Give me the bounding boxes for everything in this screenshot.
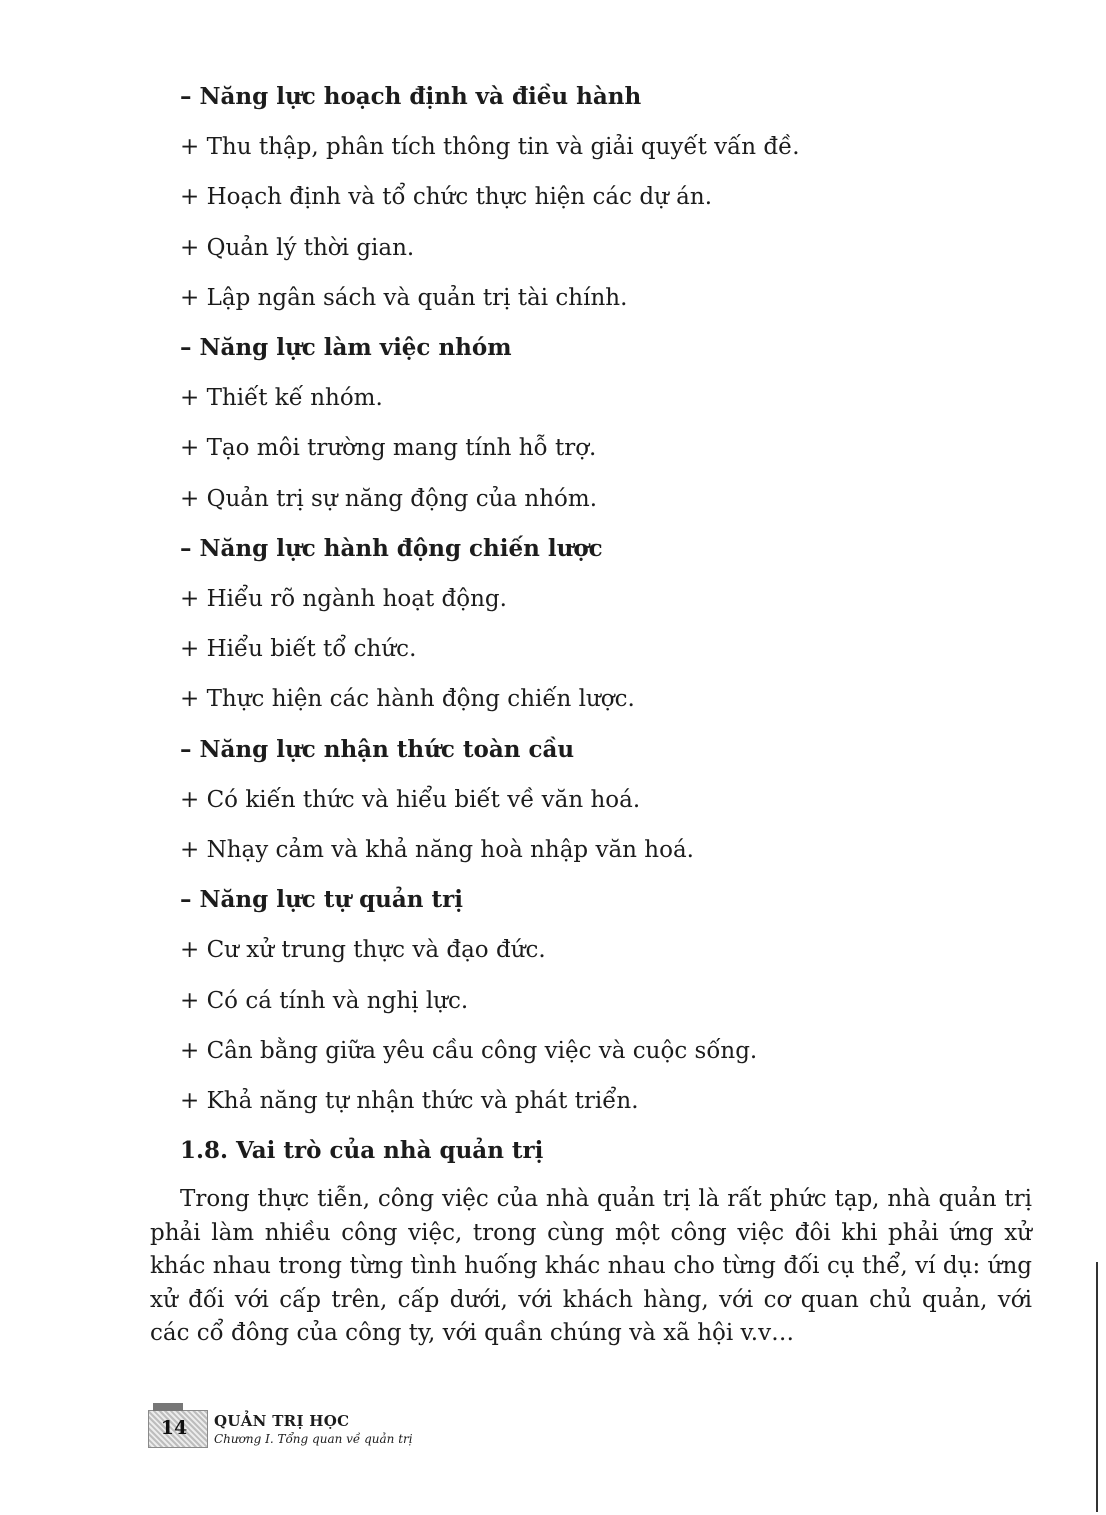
list-item: + Quản lý thời gian. <box>180 234 415 261</box>
list-item: + Lập ngân sách và quản trị tài chính. <box>180 284 628 311</box>
chapter-title: Chương I. Tổng quan về quản trị <box>214 1432 413 1446</box>
list-item: + Hiểu rõ ngành hoạt động. <box>180 586 507 612</box>
list-item: + Hiểu biết tổ chức. <box>180 636 417 663</box>
list-item: + Thực hiện các hành động chiến lược. <box>180 686 635 713</box>
page-footer <box>148 1398 468 1450</box>
list-item: + Cư xử trung thực và đạo đức. <box>180 937 546 964</box>
list-item: + Thu thập, phân tích thông tin và giải quyết vấn đề. <box>180 134 800 161</box>
list-item: + Cân bằng giữa yêu cầu công việc và cuộc sống. <box>180 1037 758 1064</box>
scan-edge <box>1096 1262 1098 1512</box>
page-number-tab <box>153 1403 183 1411</box>
list-item: + Có kiến thức và hiểu biết về văn hoá. <box>180 786 641 813</box>
section-heading: 1.8. Vai trò của nhà quản trị <box>180 1137 544 1165</box>
section-heading: – Năng lực hành động chiến lược <box>180 534 603 562</box>
section-paragraph: Trong thực tiễn, công việc của nhà quản trị là rất phức tạp, nhà quản trị phải làm nhiều công việc, trong cùng một công việc đôi khi phải ứng xử khác nhau trong từng tình huống khác nhau cho từng đối cụ thể, ví dụ: ứng xử đối với cấp trên, cấp dưới, với khách hàng, với cơ quan chủ quản, với các cổ đông của công ty, với quần chúng và xã hội v.v… <box>150 1186 1032 1346</box>
page-number-box <box>148 1410 208 1448</box>
section-heading: – Năng lực nhận thức toàn cầu <box>180 735 575 763</box>
list-item: + Nhạy cảm và khả năng hoà nhập văn hoá. <box>180 837 694 863</box>
book-title: QUẢN TRỊ HỌC <box>214 1412 350 1430</box>
list-item: + Thiết kế nhóm. <box>180 385 383 412</box>
list-item: + Quản trị sự năng động của nhóm. <box>180 485 598 512</box>
page-number: 14 <box>160 1417 188 1439</box>
section-heading: – Năng lực tự quản trị <box>180 886 463 914</box>
list-item: + Tạo môi trường mang tính hỗ trợ. <box>180 435 597 462</box>
section-heading: – Năng lực làm việc nhóm <box>180 334 512 361</box>
list-item: + Hoạch định và tổ chức thực hiện các dự án. <box>180 184 712 211</box>
section-heading: – Năng lực hoạch định và điều hành <box>180 83 642 110</box>
list-item: + Có cá tính và nghị lực. <box>180 987 469 1014</box>
list-item: + Khả năng tự nhận thức và phát triển. <box>180 1088 639 1114</box>
